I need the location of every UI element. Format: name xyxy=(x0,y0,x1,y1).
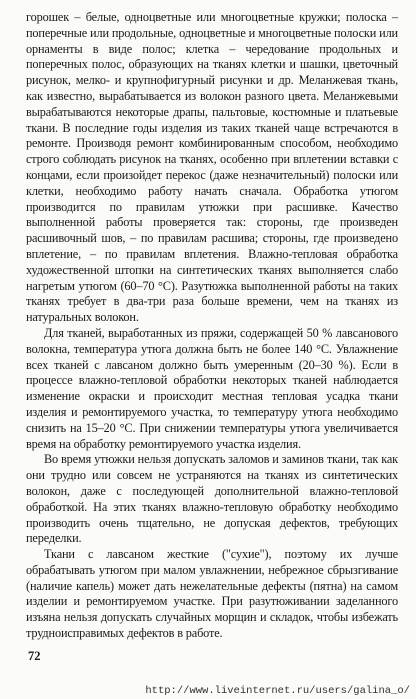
page-number: 72 xyxy=(28,649,41,663)
paragraph-1: горошек – белые, одноцветные или многоцветные кружки; полоска – поперечные или продольные, одноцветные и многоцветные полоски или орнаменты в виде полос; клетка – чередование продольных и поперечных полос, образующих на тканях клетки и шашки, цветочный рисунок, мелко- и крупнофигурный рисунки и др. Меланжевая ткань, как известно, вырабатывается из волокон разного цвета. Меланжевыми вырабатываются некоторые драпы, пальтовые, костюмные и платьевые ткани. В последние годы изделия из таких тканей чаще встречаются в ремонте. Производя ремонт комбинированным способом, необходимо строго соблюдать рисунок на тканях, особенно при вплетении вставки с концами, если произойдет перекос (даже незначительный) полоски или клетки, необходимо работу начать сначала. Обработка утюгом производится по правилам утюжки при расшивке. Качество выполненной работы проверяется так: стороны, где произведен расшивочный шов, – по правилам расшива; стороны, где произведено вплетение, – по правилам вплетения. Влажно-тепловая обработка художественной штопки на синтетических тканях выполняется слабо нагретым утюгом (60–70 °С). Разутюжка выполненной работы на таких тканях требует в два-три раза больше времени, чем на тканях из натуральных волокон. xyxy=(26,10,398,325)
body-text xyxy=(26,10,398,642)
paragraph-2: Для тканей, выработанных из пряжи, содержащей 50 % лавсанового волокна, температура утюга должна быть не более 140 °С. Увлажнение всех тканей с лавсаном должно быть умеренным (20–30 %). Если в процессе влажно-тепловой обработки некоторых тканей наблюдается изменение окраски и происходит местная тепловая усадка ткани изделия и ремонтируемого участка, то температуру утюга необходимо снизить на 15–20 °С. При снижении температуры утюга увеличивается время на обработку ремонтируемого участка изделия. xyxy=(26,325,398,451)
paragraph-4: Ткани с лавсаном жесткие ("сухие"), поэтому их лучше обрабатывать утюгом при малом увлажнении, небрежное сбрызгивание (наличие капель) может дать нежелательные дефекты (пятна) на самом изделии и ремонтируемом участке. При разутюживании заделанного изъяна нельзя допускать случайных морщин и складок, чтобы избежать трудноисправимых дефектов в работе. xyxy=(26,547,398,641)
watermark-url: http://www.liveinternet.ru/users/galina_o/ xyxy=(145,685,410,697)
paragraph-3: Во время утюжки нельзя допускать заломов и заминов ткани, так как они трудно или совсем не устраняются на тканях из синтетических волокон, даже с последующей дополнительной влажно-тепловой обработкой. На этих тканях влажно-тепловую обработку необходимо производить очень тщательно, не допуская дефектов, требующих переделки. xyxy=(26,452,398,546)
